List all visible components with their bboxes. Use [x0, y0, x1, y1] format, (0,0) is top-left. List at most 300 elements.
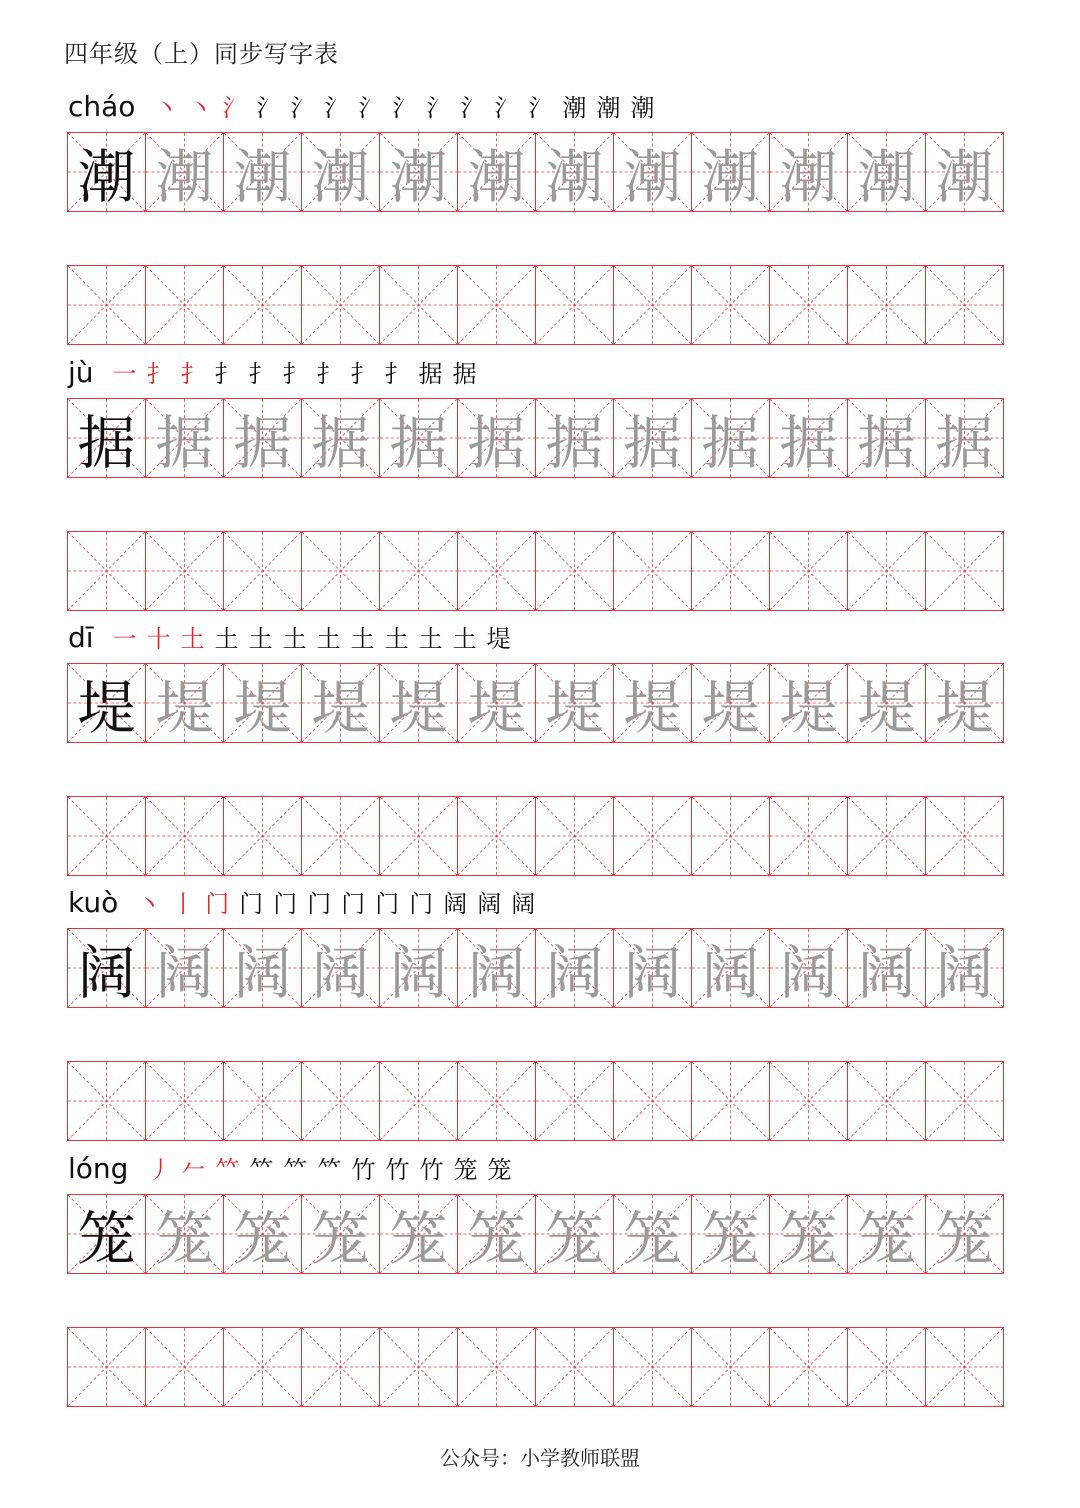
blank-practice-cell: [535, 796, 614, 876]
trace-cell: [613, 663, 692, 743]
stroke-step: 门: [307, 890, 332, 918]
grid-guides: [692, 532, 769, 610]
blank-practice-cell: [301, 1061, 380, 1141]
blank-practice-cell: [847, 265, 926, 345]
trace-character: 据: [467, 409, 526, 477]
pinyin-label: cháo: [68, 90, 136, 123]
grid-guides: [926, 1328, 1003, 1406]
stroke-step: 十: [146, 625, 171, 653]
stroke-step: 扌: [146, 360, 171, 388]
blank-practice-cell: [613, 265, 692, 345]
grid-guides: [770, 1328, 847, 1406]
stroke-step: 氵: [460, 94, 485, 122]
stroke-step: 土: [282, 625, 307, 653]
trace-character: 据: [779, 409, 838, 477]
blank-practice-cell: [691, 265, 770, 345]
grid-guides: [302, 266, 379, 344]
grid-guides: [224, 266, 301, 344]
stroke-step: 门: [375, 890, 400, 918]
trace-cell: [457, 1194, 536, 1274]
trace-cell: [145, 398, 224, 478]
stroke-step: 阔: [443, 890, 468, 918]
trace-cell: [769, 928, 848, 1008]
trace-cell: [847, 663, 926, 743]
stroke-step: 潮: [630, 94, 655, 122]
page-title: 四年级（上）同步写字表: [64, 40, 339, 68]
blank-practice-cell: [301, 265, 380, 345]
trace-character: 笼: [389, 1205, 448, 1273]
trace-cell: [847, 1194, 926, 1274]
trace-cell: [691, 663, 770, 743]
stroke-step: 丨: [171, 890, 196, 918]
model-character: 笼: [77, 1205, 136, 1273]
trace-cell: [145, 663, 224, 743]
blank-practice-cell: [847, 1061, 926, 1141]
tracing-row: [67, 132, 1015, 212]
trace-cell: [613, 132, 692, 212]
grid-guides: [224, 1328, 301, 1406]
grid-guides: [848, 266, 925, 344]
blank-practice-cell: [769, 531, 848, 611]
pinyin-label: lóng: [68, 1152, 129, 1185]
blank-practice-cell: [613, 796, 692, 876]
pinyin-label: dī: [68, 621, 94, 654]
trace-character: 笼: [155, 1205, 214, 1273]
pinyin-label: kuò: [68, 886, 119, 919]
trace-cell: [925, 398, 1004, 478]
model-character: 堤: [77, 674, 136, 742]
trace-character: 潮: [545, 143, 604, 211]
trace-character: 阔: [857, 939, 916, 1007]
stroke-step: 土: [316, 625, 341, 653]
trace-character: 阔: [701, 939, 760, 1007]
stroke-step: 竹: [351, 1156, 376, 1184]
practice-row: [67, 531, 1015, 611]
trace-cell: [535, 398, 614, 478]
grid-guides: [848, 1328, 925, 1406]
blank-practice-cell: [769, 1061, 848, 1141]
blank-practice-cell: [67, 1327, 146, 1407]
trace-cell: [379, 1194, 458, 1274]
grid-guides: [146, 532, 223, 610]
trace-cell: [691, 132, 770, 212]
grid-guides: [848, 532, 925, 610]
grid-guides: [614, 797, 691, 875]
stroke-step: 土: [350, 625, 375, 653]
grid-guides: [146, 797, 223, 875]
stroke-step: 门: [205, 890, 230, 918]
trace-character: 阔: [155, 939, 214, 1007]
trace-character: 笼: [935, 1205, 994, 1273]
grid-guides: [224, 797, 301, 875]
practice-row: [67, 1327, 1015, 1407]
trace-cell: [457, 928, 536, 1008]
grid-guides: [68, 532, 145, 610]
grid-guides: [692, 1328, 769, 1406]
trace-cell: [457, 398, 536, 478]
stroke-step: 阔: [511, 890, 536, 918]
blank-practice-cell: [613, 531, 692, 611]
blank-practice-cell: [925, 531, 1004, 611]
grid-guides: [614, 266, 691, 344]
blank-practice-cell: [223, 1061, 302, 1141]
stroke-step: 土: [180, 625, 205, 653]
trace-cell: [223, 928, 302, 1008]
grid-guides: [146, 1328, 223, 1406]
trace-cell: [535, 663, 614, 743]
stroke-step: 潮: [596, 94, 621, 122]
blank-practice-cell: [379, 1061, 458, 1141]
grid-guides: [614, 1328, 691, 1406]
grid-guides: [146, 1062, 223, 1140]
grid-guides: [926, 532, 1003, 610]
blank-practice-cell: [535, 265, 614, 345]
blank-practice-cell: [145, 531, 224, 611]
trace-character: 堤: [389, 674, 448, 742]
grid-guides: [536, 266, 613, 344]
stroke-step: 土: [452, 625, 477, 653]
trace-character: 阔: [311, 939, 370, 1007]
stroke-step: 氵: [528, 94, 553, 122]
trace-cell: [379, 132, 458, 212]
stroke-step: 潮: [562, 94, 587, 122]
trace-character: 潮: [233, 143, 292, 211]
trace-character: 据: [935, 409, 994, 477]
blank-practice-cell: [223, 265, 302, 345]
model-cell: [67, 928, 146, 1008]
trace-cell: [223, 398, 302, 478]
blank-practice-cell: [535, 531, 614, 611]
grid-guides: [380, 532, 457, 610]
stroke-step: 氵: [494, 94, 519, 122]
trace-cell: [613, 398, 692, 478]
grid-guides: [770, 532, 847, 610]
practice-row: [67, 1061, 1015, 1141]
trace-cell: [691, 398, 770, 478]
trace-cell: [379, 663, 458, 743]
stroke-step: 氵: [426, 94, 451, 122]
trace-character: 阔: [467, 939, 526, 1007]
trace-character: 潮: [935, 143, 994, 211]
stroke-order-line: [68, 86, 659, 122]
grid-guides: [146, 266, 223, 344]
stroke-step: 扌: [384, 360, 409, 388]
blank-practice-cell: [769, 796, 848, 876]
stroke-step: 扌: [282, 360, 307, 388]
grid-guides: [302, 1062, 379, 1140]
trace-cell: [769, 663, 848, 743]
grid-guides: [770, 797, 847, 875]
trace-character: 笼: [545, 1205, 604, 1273]
trace-character: 潮: [311, 143, 370, 211]
grid-guides: [380, 1062, 457, 1140]
grid-guides: [926, 797, 1003, 875]
tracing-row: [67, 398, 1015, 478]
trace-cell: [535, 132, 614, 212]
blank-practice-cell: [145, 1061, 224, 1141]
stroke-step: 笼: [453, 1156, 478, 1184]
practice-row: [67, 265, 1015, 345]
grid-guides: [458, 1062, 535, 1140]
stroke-step: 门: [239, 890, 264, 918]
trace-character: 阔: [935, 939, 994, 1007]
trace-cell: [847, 398, 926, 478]
grid-guides: [926, 1062, 1003, 1140]
trace-character: 据: [311, 409, 370, 477]
grid-guides: [458, 266, 535, 344]
trace-cell: [301, 663, 380, 743]
trace-cell: [613, 1194, 692, 1274]
blank-practice-cell: [691, 796, 770, 876]
trace-character: 堤: [467, 674, 526, 742]
trace-character: 笼: [857, 1205, 916, 1273]
trace-cell: [457, 132, 536, 212]
grid-guides: [68, 1328, 145, 1406]
stroke-step: 𥫗: [249, 1156, 274, 1184]
blank-practice-cell: [301, 796, 380, 876]
trace-character: 阔: [389, 939, 448, 1007]
stroke-step: 氵: [324, 94, 349, 122]
grid-guides: [614, 1062, 691, 1140]
blank-practice-cell: [535, 1327, 614, 1407]
blank-practice-cell: [223, 796, 302, 876]
blank-practice-cell: [847, 531, 926, 611]
blank-practice-cell: [925, 1061, 1004, 1141]
blank-practice-cell: [691, 1327, 770, 1407]
trace-character: 堤: [233, 674, 292, 742]
trace-character: 堤: [935, 674, 994, 742]
stroke-step: 扌: [180, 360, 205, 388]
stroke-step: 氵: [392, 94, 417, 122]
grid-guides: [380, 1328, 457, 1406]
footer-credit: 公众号：小学教师联盟: [440, 1446, 640, 1470]
trace-character: 据: [389, 409, 448, 477]
trace-cell: [223, 132, 302, 212]
trace-character: 笼: [701, 1205, 760, 1273]
model-cell: [67, 1194, 146, 1274]
stroke-step: 笼: [487, 1156, 512, 1184]
trace-character: 据: [233, 409, 292, 477]
stroke-step: 门: [273, 890, 298, 918]
stroke-step: 土: [418, 625, 443, 653]
stroke-step: 阔: [477, 890, 502, 918]
stroke-step: 丿: [147, 1156, 172, 1184]
trace-cell: [847, 132, 926, 212]
blank-practice-cell: [145, 796, 224, 876]
blank-practice-cell: [847, 796, 926, 876]
stroke-order-line: [68, 882, 540, 918]
trace-character: 笼: [467, 1205, 526, 1273]
stroke-step: 丶: [137, 890, 162, 918]
grid-guides: [68, 1062, 145, 1140]
blank-practice-cell: [379, 796, 458, 876]
blank-practice-cell: [379, 531, 458, 611]
trace-cell: [535, 928, 614, 1008]
blank-practice-cell: [925, 1327, 1004, 1407]
blank-practice-cell: [223, 1327, 302, 1407]
trace-cell: [145, 1194, 224, 1274]
trace-cell: [769, 398, 848, 478]
stroke-step: 土: [248, 625, 273, 653]
trace-character: 堤: [779, 674, 838, 742]
model-character: 据: [77, 409, 136, 477]
trace-character: 笼: [779, 1205, 838, 1273]
stroke-step: 氵: [256, 94, 281, 122]
grid-guides: [68, 797, 145, 875]
stroke-step: 土: [214, 625, 239, 653]
stroke-step: 丶: [154, 94, 179, 122]
trace-cell: [925, 663, 1004, 743]
model-character: 阔: [77, 939, 136, 1007]
blank-practice-cell: [145, 1327, 224, 1407]
grid-guides: [770, 266, 847, 344]
grid-guides: [458, 1328, 535, 1406]
grid-guides: [770, 1062, 847, 1140]
trace-cell: [223, 1194, 302, 1274]
trace-character: 阔: [545, 939, 604, 1007]
blank-practice-cell: [67, 531, 146, 611]
stroke-step: 一: [112, 360, 137, 388]
pinyin-label: jù: [68, 356, 94, 389]
stroke-step: 门: [341, 890, 366, 918]
stroke-step: 扌: [316, 360, 341, 388]
stroke-step: 扌: [350, 360, 375, 388]
grid-guides: [380, 266, 457, 344]
blank-practice-cell: [223, 531, 302, 611]
blank-practice-cell: [145, 265, 224, 345]
blank-practice-cell: [613, 1061, 692, 1141]
stroke-step: 氵: [358, 94, 383, 122]
stroke-step: 丶: [188, 94, 213, 122]
stroke-step: 𠂉: [181, 1156, 206, 1184]
trace-cell: [457, 663, 536, 743]
trace-character: 笼: [623, 1205, 682, 1273]
stroke-order-line: [68, 617, 516, 653]
grid-guides: [458, 797, 535, 875]
trace-character: 潮: [779, 143, 838, 211]
blank-practice-cell: [847, 1327, 926, 1407]
trace-character: 据: [701, 409, 760, 477]
stroke-step: 𥫗: [317, 1156, 342, 1184]
grid-guides: [68, 266, 145, 344]
stroke-order-line: [68, 1148, 516, 1184]
stroke-step: 门: [409, 890, 434, 918]
blank-practice-cell: [67, 796, 146, 876]
trace-character: 笼: [233, 1205, 292, 1273]
tracing-row: [67, 663, 1015, 743]
trace-cell: [223, 663, 302, 743]
grid-guides: [302, 797, 379, 875]
grid-guides: [536, 1328, 613, 1406]
trace-character: 潮: [701, 143, 760, 211]
blank-practice-cell: [925, 265, 1004, 345]
trace-cell: [691, 928, 770, 1008]
stroke-step: 𥫗: [215, 1156, 240, 1184]
trace-character: 据: [857, 409, 916, 477]
trace-cell: [301, 398, 380, 478]
grid-guides: [536, 797, 613, 875]
stroke-step: 氵: [290, 94, 315, 122]
stroke-step: 𥫗: [283, 1156, 308, 1184]
grid-guides: [224, 1062, 301, 1140]
trace-cell: [925, 132, 1004, 212]
blank-practice-cell: [457, 1061, 536, 1141]
trace-cell: [925, 928, 1004, 1008]
trace-cell: [145, 928, 224, 1008]
trace-character: 堤: [311, 674, 370, 742]
stroke-step: 氵: [222, 94, 247, 122]
grid-guides: [848, 797, 925, 875]
blank-practice-cell: [379, 265, 458, 345]
blank-practice-cell: [769, 265, 848, 345]
grid-guides: [692, 1062, 769, 1140]
grid-guides: [536, 1062, 613, 1140]
blank-practice-cell: [301, 1327, 380, 1407]
stroke-step: 一: [112, 625, 137, 653]
trace-cell: [301, 132, 380, 212]
grid-guides: [692, 797, 769, 875]
blank-practice-cell: [379, 1327, 458, 1407]
tracing-row: [67, 1194, 1015, 1274]
blank-practice-cell: [457, 1327, 536, 1407]
practice-row: [67, 796, 1015, 876]
stroke-step: 竹: [385, 1156, 410, 1184]
trace-cell: [301, 928, 380, 1008]
stroke-order-line: [68, 352, 482, 388]
trace-cell: [535, 1194, 614, 1274]
trace-cell: [769, 1194, 848, 1274]
trace-cell: [301, 1194, 380, 1274]
grid-guides: [692, 266, 769, 344]
trace-character: 据: [623, 409, 682, 477]
trace-cell: [691, 1194, 770, 1274]
trace-character: 阔: [779, 939, 838, 1007]
blank-practice-cell: [67, 265, 146, 345]
stroke-step: 扌: [248, 360, 273, 388]
trace-cell: [769, 132, 848, 212]
stroke-step: 扌: [214, 360, 239, 388]
grid-guides: [302, 532, 379, 610]
grid-guides: [302, 1328, 379, 1406]
trace-character: 潮: [623, 143, 682, 211]
trace-character: 潮: [155, 143, 214, 211]
trace-cell: [613, 928, 692, 1008]
blank-practice-cell: [613, 1327, 692, 1407]
blank-practice-cell: [769, 1327, 848, 1407]
blank-practice-cell: [301, 531, 380, 611]
trace-character: 堤: [545, 674, 604, 742]
model-cell: [67, 132, 146, 212]
grid-guides: [536, 532, 613, 610]
model-cell: [67, 663, 146, 743]
stroke-step: 竹: [419, 1156, 444, 1184]
trace-character: 潮: [857, 143, 916, 211]
blank-practice-cell: [691, 1061, 770, 1141]
grid-guides: [926, 266, 1003, 344]
stroke-step: 土: [384, 625, 409, 653]
blank-practice-cell: [691, 531, 770, 611]
grid-guides: [458, 532, 535, 610]
blank-practice-cell: [535, 1061, 614, 1141]
grid-guides: [848, 1062, 925, 1140]
trace-character: 潮: [389, 143, 448, 211]
model-cell: [67, 398, 146, 478]
blank-practice-cell: [67, 1061, 146, 1141]
trace-character: 潮: [467, 143, 526, 211]
trace-character: 据: [545, 409, 604, 477]
trace-cell: [925, 1194, 1004, 1274]
grid-guides: [380, 797, 457, 875]
